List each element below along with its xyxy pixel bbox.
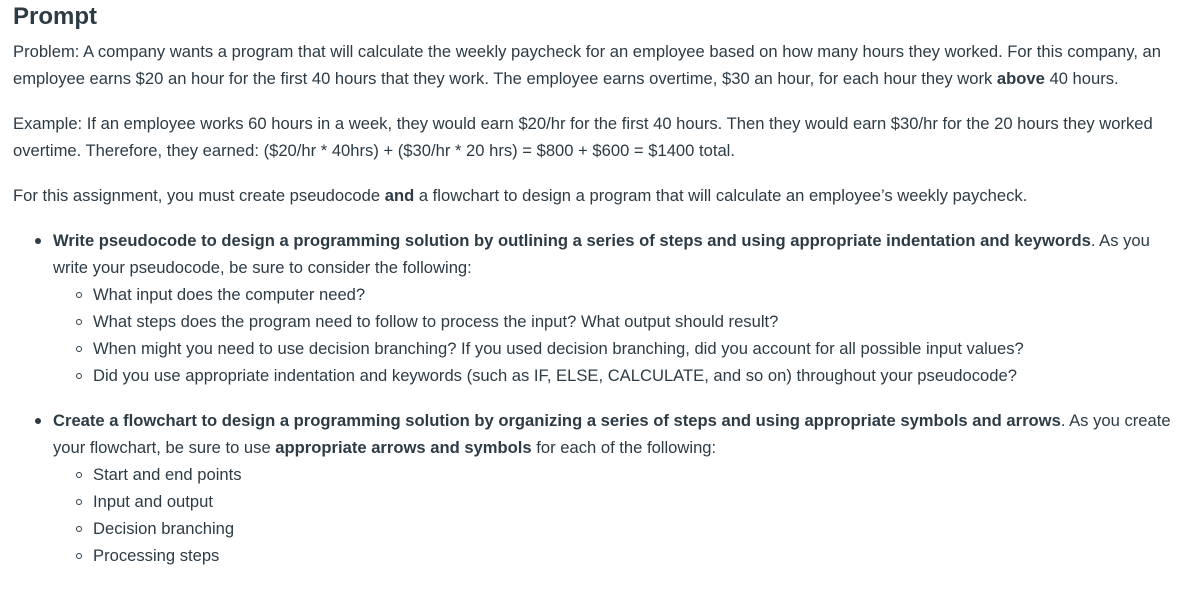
problem-bold-text: above [996,69,1045,88]
requirements-list [13,227,1176,569]
list-item-flowchart [13,407,1176,569]
pseudocode-sublist [53,281,1176,389]
bullet-circle-icon [76,319,82,325]
bullet-disc-icon [35,238,41,244]
sublist-item-text: What steps does the program need to follow to process the input? What output should result? [93,312,779,331]
problem-text: Problem: A company wants a program that will calculate the weekly paycheck for an employee based on how many hours they worked. For this company, an employee earns $20 an hour for the first 40 hours that they work. The employee earns overtime, $30 an hour, for each hour they work [13,42,1162,88]
bullet-disc-icon [35,418,41,424]
sublist-item [53,281,1176,308]
assignment-text: For this assignment, you must create pseudocode [13,186,385,205]
sublist-item [53,488,1176,515]
sublist-item-text: Input and output [93,492,213,511]
sublist-item [53,461,1176,488]
sublist-item [53,362,1176,389]
sublist-item [53,515,1176,542]
sublist-item [53,308,1176,335]
sublist-item-text: Start and end points [93,465,242,484]
bullet-circle-icon [76,553,82,559]
bullet-circle-icon [76,373,82,379]
problem-suffix-text: 40 hours. [1044,69,1119,88]
bullet-circle-icon [76,499,82,505]
flowchart-bold-phrase: appropriate arrows and symbols [275,438,532,457]
assignment-paragraph [13,182,1176,209]
bullet-circle-icon [76,346,82,352]
sublist-item-text: Decision branching [93,519,235,538]
sublist-item [53,542,1176,569]
page-title: Prompt [13,3,97,30]
flowchart-description: . As you create your flowchart, be sure to use [53,411,1171,457]
bullet-circle-icon [76,292,82,298]
bullet-circle-icon [76,526,82,532]
flowchart-description-end: for each of the following: [531,438,717,457]
assignment-bold-text: and [384,186,415,205]
example-paragraph: Example: If an employee works 60 hours in a week, they would earn $20/hr for the first 40 hours. Then they would earn $30/hr for the 20 hours they worked overtime. Therefore, they earned: ($20/hr * 40hrs) + ($30/hr * 20 hrs) = $800 + $600 = $1400 total. [13,114,1153,160]
flowchart-heading: Create a flowchart to design a programming solution by organizing a series of steps and using appropriate symbols and arrows [53,411,1061,430]
list-item-pseudocode [13,227,1176,389]
bullet-circle-icon [76,472,82,478]
sublist-item-text: Processing steps [93,546,220,565]
sublist-item [53,335,1176,362]
sublist-item-text: When might you need to use decision branching? If you used decision branching, did you account for all possible input values? [93,339,1024,358]
problem-paragraph [13,38,1176,92]
flowchart-sublist [53,461,1176,569]
pseudocode-description: . As you write your pseudocode, be sure to consider the following: [53,231,1150,277]
assignment-suffix-text: a flowchart to design a program that will calculate an employee’s weekly paycheck. [414,186,1028,205]
sublist-item-text: Did you use appropriate indentation and keywords (such as IF, ELSE, CALCULATE, and so on) throughout your pseudocode? [93,366,1017,385]
pseudocode-heading: Write pseudocode to design a programming solution by outlining a series of steps and using appropriate indentation and keywords [53,231,1091,250]
sublist-item-text: What input does the computer need? [93,285,366,304]
